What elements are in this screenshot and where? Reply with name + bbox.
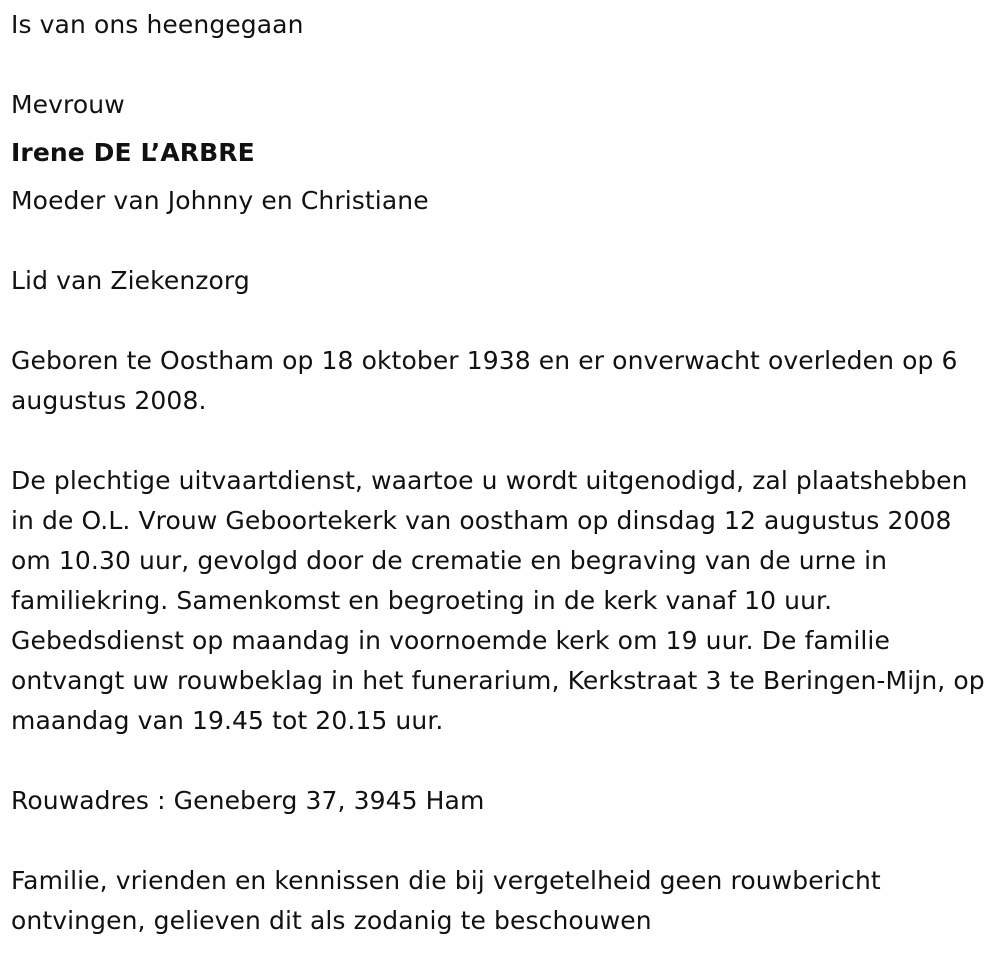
- spacer: [11, 821, 991, 861]
- birth-death-paragraph: Geboren te Oostham op 18 oktober 1938 en er onverwacht overleden op 6 augustus 2008.: [11, 346, 958, 415]
- closing-paragraph: Familie, vrienden en kennissen die bij vergetelheid geen rouwbericht ontvingen, gelieven dit als zodanig te beschouwen: [11, 866, 881, 935]
- intro-text: Is van ons heengegaan: [11, 10, 304, 39]
- membership-text: Lid van Ziekenzorg: [11, 266, 250, 295]
- deceased-name: Irene DE L’ARBRE: [11, 138, 255, 167]
- spacer: [11, 421, 991, 461]
- service-paragraph: De plechtige uitvaartdienst, waartoe u wordt uitgenodigd, zal plaatshebben in de O.L. Vrouw Geboortekerk van oostham op dinsdag 12 augustus 2008 om 10.30 uur, gevolgd door de crematie en begraving van de urne in familiekring. Samenkomst en begroeting in de kerk vanaf 10 uur. Gebedsdienst op maandag in voornoemde kerk om 19 uur. De familie ontvangt uw rouwbeklag in het funerarium, Kerkstraat 3 te Beringen-Mijn, op maandag van 19.45 tot 20.15 uur.: [11, 466, 985, 735]
- death-notice: [11, 5, 991, 941]
- salutation: Mevrouw: [11, 90, 125, 119]
- spacer: [11, 741, 991, 781]
- spacer: [11, 301, 991, 341]
- spacer: [11, 221, 991, 261]
- mourning-address: Rouwadres : Geneberg 37, 3945 Ham: [11, 786, 485, 815]
- relation-text: Moeder van Johnny en Christiane: [11, 186, 429, 215]
- spacer: [11, 45, 991, 85]
